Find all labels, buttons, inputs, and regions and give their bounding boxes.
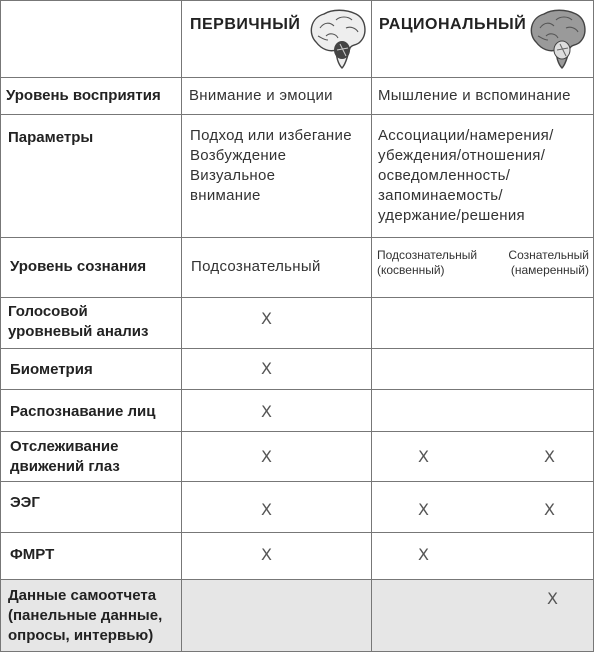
x-mark: X: [418, 545, 429, 564]
consciousness-conscious-line: (намеренный): [510, 263, 589, 277]
grid-line: [181, 0, 182, 652]
params-primary-line: Визуальное: [190, 167, 276, 184]
header-rational: РАЦИОНАЛЬНЫЙ: [379, 16, 527, 33]
row-label-line: Голосовой: [8, 303, 88, 320]
x-mark: X: [261, 447, 272, 466]
grid-line: [0, 77, 594, 78]
params-rational-line: Ассоциации/намерения/: [378, 127, 554, 144]
grid-line: [0, 0, 1, 652]
brain-icon: [526, 8, 590, 70]
grid-line: [0, 431, 594, 432]
grid-line: [0, 389, 594, 390]
row-label-selfreport: [8, 586, 162, 646]
grid-line: [0, 0, 594, 1]
row-label-biometrics: Биометрия: [10, 361, 93, 378]
x-mark: X: [261, 402, 272, 421]
params-primary-line: внимание: [190, 187, 261, 204]
row-label-line: движений глаз: [10, 458, 120, 475]
grid-line: [0, 579, 594, 580]
consciousness-subconscious: [377, 248, 477, 278]
perception-primary: Внимание и эмоции: [189, 87, 333, 104]
grid-line: [0, 532, 594, 533]
row-label-line: Отслеживание: [10, 438, 119, 455]
params-primary: [190, 126, 352, 206]
params-rational-line: удержание/решения: [378, 207, 525, 224]
grid-line: [0, 651, 594, 652]
x-mark: X: [418, 447, 429, 466]
row-label-line: Данные самоотчета: [8, 587, 157, 604]
row-label-line: опросы, интервью): [8, 627, 154, 644]
x-mark: X: [261, 359, 272, 378]
row-label-params: Параметры: [8, 129, 94, 146]
consciousness-primary: Подсознательный: [191, 258, 321, 275]
params-primary-line: Возбуждение: [190, 147, 287, 164]
params-primary-line: Подход или избегание: [190, 127, 352, 144]
params-rational: [378, 126, 554, 226]
brain-icon: [306, 8, 370, 70]
x-mark: X: [544, 447, 555, 466]
consciousness-conscious: [505, 248, 589, 278]
grid-line: [0, 237, 594, 238]
x-mark: X: [544, 500, 555, 519]
row-label-voice: [8, 302, 148, 342]
row-label-fmri: ФМРТ: [10, 546, 55, 563]
x-mark: X: [261, 500, 272, 519]
row-label-line: (панельные данные,: [8, 607, 163, 624]
grid-line: [0, 114, 594, 115]
perception-rational: Мышление и вспоминание: [378, 87, 571, 104]
header-primary: ПЕРВИЧНЫЙ: [190, 16, 301, 33]
grid-line: [0, 481, 594, 482]
x-mark: X: [547, 589, 558, 608]
row-label-face: Распознавание лиц: [10, 403, 156, 420]
row-label-line: уровневый анализ: [8, 323, 149, 340]
row-label-eye: [10, 437, 120, 477]
x-mark: X: [261, 545, 272, 564]
consciousness-conscious-line: Сознательный: [508, 248, 589, 262]
grid-line: [0, 297, 594, 298]
params-rational-line: осведомленность/: [378, 167, 511, 184]
row-label-perception: Уровень восприятия: [6, 87, 161, 104]
consciousness-subconscious-line: (косвенный): [377, 263, 445, 277]
row-label-eeg: ЭЭГ: [10, 494, 40, 511]
x-mark: X: [261, 309, 272, 328]
grid-line: [0, 348, 594, 349]
row-label-consciousness: Уровень сознания: [10, 258, 147, 275]
grid-line: [371, 0, 372, 652]
params-rational-line: убеждения/отношения/: [378, 147, 546, 164]
params-rational-line: запоминаемость/: [378, 187, 503, 204]
consciousness-subconscious-line: Подсознательный: [377, 248, 478, 262]
x-mark: X: [418, 500, 429, 519]
